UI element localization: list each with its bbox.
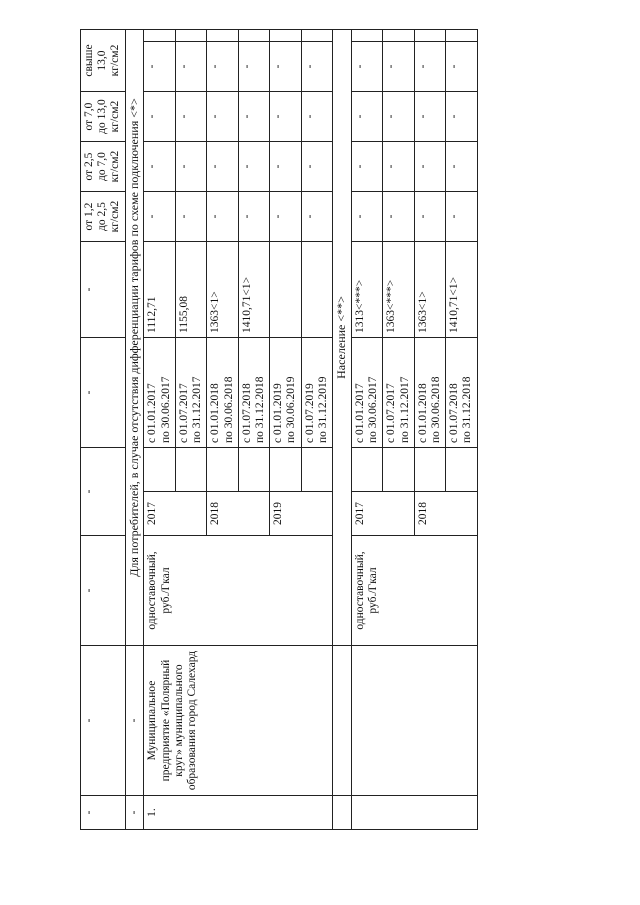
dash-cell: - <box>383 42 414 92</box>
dash-cell: - <box>207 192 238 242</box>
dash-cell: - <box>81 646 126 796</box>
dash-cell: - <box>125 646 144 796</box>
dash-cell: - <box>414 92 445 142</box>
dash-cell: - <box>81 338 126 448</box>
dash-cell: - <box>270 92 301 142</box>
row-number: 1. <box>144 796 333 830</box>
tariff-value: 1313<***> <box>351 242 382 338</box>
dash-cell: - <box>270 192 301 242</box>
period-cell: с 01.07.2018 по 31.12.2018 <box>446 338 477 448</box>
tariff-value: 1363<1> <box>414 242 445 338</box>
dash-cell: - <box>175 92 206 142</box>
pressure-header: от 1,2 до 2,5 кг/см2 <box>81 192 126 242</box>
dash-cell: - <box>301 92 332 142</box>
dash-cell: - <box>144 92 175 142</box>
pressure-header: свыше 13,0 кг/см2 <box>81 29 126 91</box>
tariff-value: 1155,08 <box>175 242 206 338</box>
dash-cell: - <box>270 42 301 92</box>
period-cell: с 01.07.2017 по 31.12.2017 <box>175 338 206 448</box>
dash-cell: - <box>383 192 414 242</box>
dash-cell: - <box>351 192 382 242</box>
empty-cell <box>351 448 382 492</box>
table-row <box>333 29 352 829</box>
dash-cell: - <box>238 142 269 192</box>
organization-name <box>351 646 477 796</box>
empty-cell <box>144 448 175 492</box>
dash-cell: - <box>175 42 206 92</box>
dash-cell: - <box>414 192 445 242</box>
year-cell: 2019 <box>270 492 333 536</box>
end-cell <box>207 29 238 41</box>
period-cell: с 01.01.2017 по 30.06.2017 <box>351 338 382 448</box>
dash-cell: - <box>175 142 206 192</box>
end-cell <box>351 29 382 41</box>
dash-cell: - <box>446 142 477 192</box>
dash-cell: - <box>175 192 206 242</box>
dash-cell: - <box>144 42 175 92</box>
tariff-value: 1363<***> <box>383 242 414 338</box>
pressure-header: от 7,0 до 13,0 кг/см2 <box>81 92 126 142</box>
dash-cell: - <box>207 142 238 192</box>
table-row <box>81 29 126 829</box>
end-cell <box>238 29 269 41</box>
empty-cell <box>333 796 352 830</box>
dash-cell: - <box>383 142 414 192</box>
table-row <box>351 29 382 829</box>
year-cell: 2017 <box>351 492 414 536</box>
dash-cell: - <box>81 448 126 536</box>
dash-cell: - <box>144 142 175 192</box>
population-heading: Население <**> <box>333 29 352 645</box>
tariff-value: 1410,71<1> <box>446 242 477 338</box>
dash-cell: - <box>81 242 126 338</box>
dash-cell: - <box>414 42 445 92</box>
dash-cell: - <box>81 796 126 830</box>
dash-cell: - <box>301 192 332 242</box>
dash-cell: - <box>383 92 414 142</box>
dash-cell: - <box>125 796 144 830</box>
tariff-value <box>301 242 332 338</box>
period-cell: с 01.01.2019 по 30.06.2019 <box>270 338 301 448</box>
end-cell <box>383 29 414 41</box>
tariff-value: 1112,71 <box>144 242 175 338</box>
dash-cell: - <box>351 42 382 92</box>
pressure-header: от 2,5 до 7,0 кг/см2 <box>81 142 126 192</box>
end-cell <box>175 29 206 41</box>
empty-cell <box>446 448 477 492</box>
dash-cell: - <box>351 92 382 142</box>
tariff-value: 1363<1> <box>207 242 238 338</box>
dash-cell: - <box>270 142 301 192</box>
dash-cell: - <box>351 142 382 192</box>
empty-cell <box>333 646 352 796</box>
empty-cell <box>270 448 301 492</box>
table-row <box>144 29 175 829</box>
rate-type: одноставочный, руб./Гкал <box>351 536 477 646</box>
period-cell: с 01.01.2017 по 30.06.2017 <box>144 338 175 448</box>
period-cell: с 01.07.2018 по 31.12.2018 <box>238 338 269 448</box>
dash-cell: - <box>301 142 332 192</box>
empty-cell <box>238 448 269 492</box>
year-cell: 2018 <box>414 492 477 536</box>
dash-cell: - <box>414 142 445 192</box>
dash-cell: - <box>207 42 238 92</box>
dash-cell: - <box>238 92 269 142</box>
tariff-value <box>270 242 301 338</box>
end-cell <box>144 29 175 41</box>
consumers-heading: Для потребителей, в случае отсутствия дифференциации тарифов по схеме подключения <*> <box>125 29 144 645</box>
tariff-table <box>80 29 478 830</box>
tariff-value: 1410,71<1> <box>238 242 269 338</box>
end-cell <box>446 29 477 41</box>
period-cell: с 01.07.2017 по 31.12.2017 <box>383 338 414 448</box>
organization-name: Муниципальное предприятие «Полярный круг» муниципального образования город Салехард <box>144 646 333 796</box>
dash-cell: - <box>446 42 477 92</box>
empty-cell <box>175 448 206 492</box>
empty-cell <box>207 448 238 492</box>
dash-cell: - <box>144 192 175 242</box>
dash-cell: - <box>446 92 477 142</box>
period-cell: с 01.01.2018 по 30.06.2018 <box>207 338 238 448</box>
dash-cell: - <box>301 42 332 92</box>
rotated-tariff-table <box>80 30 600 830</box>
dash-cell: - <box>238 192 269 242</box>
table-row <box>125 29 144 829</box>
year-cell: 2017 <box>144 492 207 536</box>
year-cell: 2018 <box>207 492 270 536</box>
dash-cell: - <box>207 92 238 142</box>
end-cell <box>301 29 332 41</box>
period-cell: с 01.01.2018 по 30.06.2018 <box>414 338 445 448</box>
period-cell: с 01.07.2019 по 31.12.2019 <box>301 338 332 448</box>
empty-cell <box>414 448 445 492</box>
dash-cell: - <box>446 192 477 242</box>
empty-cell <box>383 448 414 492</box>
rate-type: одноставочный, руб./Гкал <box>144 536 333 646</box>
dash-cell: - <box>238 42 269 92</box>
dash-cell: - <box>81 536 126 646</box>
empty-cell <box>301 448 332 492</box>
end-cell <box>270 29 301 41</box>
end-cell <box>414 29 445 41</box>
row-number <box>351 796 477 830</box>
